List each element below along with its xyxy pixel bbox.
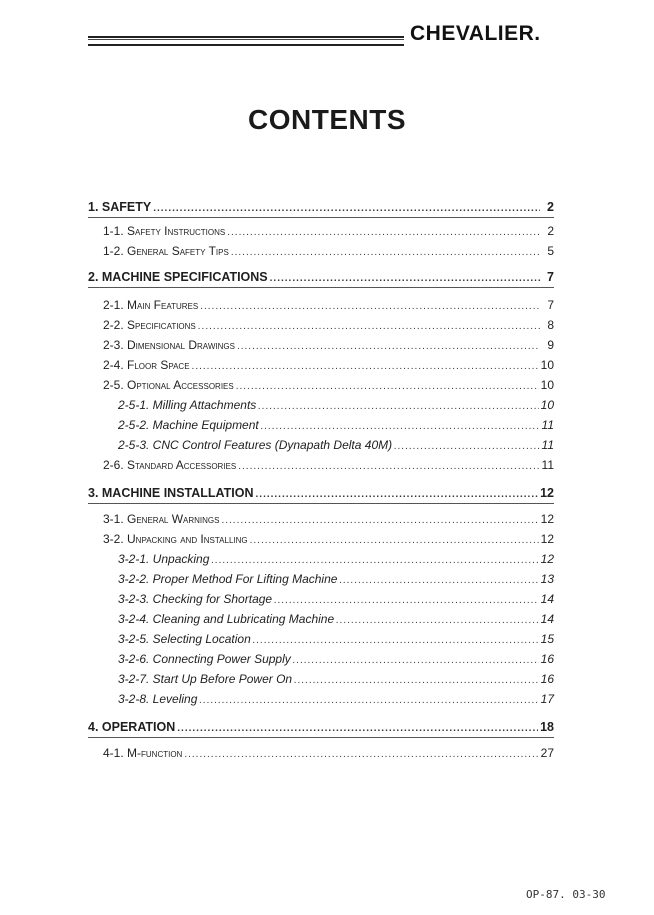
dot-leader [200, 301, 540, 312]
toc-entry[interactable] [103, 378, 554, 392]
toc-entry-page: 13 [540, 572, 554, 586]
toc-entry[interactable] [118, 692, 554, 706]
toc-entry[interactable] [118, 592, 554, 606]
toc-entry[interactable] [103, 358, 554, 372]
toc-entry[interactable] [103, 746, 554, 760]
dot-leader [274, 595, 539, 606]
toc-entry-page: 10 [540, 378, 554, 392]
toc-entry-label: 4. OPERATION [88, 720, 176, 734]
toc-entry-label: 3-2-3. Checking for Shortage [118, 592, 273, 606]
toc-entry-page: 11 [541, 458, 554, 472]
toc-entry[interactable] [118, 572, 554, 586]
dot-leader [294, 675, 539, 686]
section-rule [88, 287, 554, 288]
toc-entry-label: 2-5-3. CNC Control Features (Dynapath Delta 40M) [118, 438, 393, 452]
brand-logo: CHEVALIER. [410, 22, 541, 45]
toc-entry-page: 2 [547, 224, 554, 238]
toc-entry-page: 14 [540, 592, 554, 606]
dot-leader [236, 381, 539, 392]
toc-entry[interactable] [118, 652, 554, 666]
toc-entry[interactable] [118, 438, 554, 452]
toc-entry-page: 16 [540, 652, 554, 666]
toc-entry[interactable] [118, 632, 554, 646]
toc-entry-page: 27 [540, 746, 554, 760]
toc-entry-label: 2-5-1. Milling Attachments [118, 398, 257, 412]
dot-leader [256, 489, 539, 500]
toc-entry[interactable] [103, 338, 554, 352]
toc-entry[interactable] [118, 552, 554, 566]
toc-entry-page: 5 [547, 244, 554, 258]
toc-entry-page: 14 [540, 612, 554, 626]
toc-entry-label: 2-5-2. Machine Equipment [118, 418, 259, 432]
toc-entry-page: 12 [540, 512, 554, 526]
toc-entry-label: 3-2-8. Leveling [118, 692, 198, 706]
document-code: OP-87. 03-30 [526, 888, 606, 901]
dot-leader [184, 749, 538, 760]
toc-entry-label: 2-3. Dimensional Drawings [103, 338, 235, 352]
dot-leader [270, 273, 540, 284]
toc-entry[interactable] [103, 458, 554, 472]
toc-entry-label: 2-5. Optional Accessories [103, 378, 234, 392]
toc-entry-label: 2-4. Floor Space [103, 358, 190, 372]
dot-leader [261, 421, 540, 432]
dot-leader [293, 655, 539, 666]
dot-leader [339, 575, 538, 586]
dot-leader [227, 227, 540, 238]
toc-entry-page: 11 [541, 418, 554, 432]
toc-entry-label: 3. MACHINE INSTALLATION [88, 486, 254, 500]
toc-entry-label: 3-2. Unpacking and Installing [103, 532, 248, 546]
toc-entry[interactable] [118, 612, 554, 626]
toc-entry-label: 3-1. General Warnings [103, 512, 220, 526]
dot-leader [177, 723, 538, 734]
toc-entry[interactable] [103, 512, 554, 526]
toc-entry-label: 1. SAFETY [88, 200, 152, 214]
toc-entry-label: 3-2-5. Selecting Location [118, 632, 251, 646]
toc-entry[interactable] [118, 418, 554, 432]
dot-leader [336, 615, 539, 626]
toc-entry-label: 3-2-1. Unpacking [118, 552, 210, 566]
dot-leader [198, 321, 540, 332]
dot-leader [253, 635, 539, 646]
page-title: CONTENTS [248, 104, 406, 135]
dot-leader [250, 535, 539, 546]
toc-entry-page: 16 [540, 672, 554, 686]
toc-entry-label: 3-2-6. Connecting Power Supply [118, 652, 291, 666]
toc-entry-page: 18 [540, 720, 554, 734]
dot-leader [231, 247, 540, 258]
dot-leader [221, 515, 538, 526]
toc-entry-page: 7 [547, 298, 554, 312]
section-rule [88, 737, 554, 738]
toc-entry[interactable] [88, 200, 554, 214]
toc-entry-page: 7 [547, 270, 554, 284]
dot-leader [199, 695, 538, 706]
toc-entry-label: 3-2-2. Proper Method For Lifting Machine [118, 572, 338, 586]
toc-entry[interactable] [103, 224, 554, 238]
toc-entry-page: 12 [540, 552, 554, 566]
toc-entry-label: 4-1. M-function [103, 746, 183, 760]
toc-entry-page: 17 [540, 692, 554, 706]
toc-entry-page: 11 [541, 438, 554, 452]
toc-entry-page: 15 [540, 632, 554, 646]
toc-entry-page: 10 [540, 358, 554, 372]
dot-leader [258, 401, 538, 412]
toc-entry[interactable] [103, 318, 554, 332]
toc-entry-page: 12 [540, 486, 554, 500]
toc-entry-label: 3-2-7. Start Up Before Power On [118, 672, 293, 686]
toc-entry-label: 1-2. General Safety Tips [103, 244, 229, 258]
toc-entry-page: 8 [547, 318, 554, 332]
dot-leader [153, 203, 540, 214]
toc-entry[interactable] [88, 486, 554, 500]
toc-entry-label: 1-1. Safety Instructions [103, 224, 226, 238]
toc-entry-label: 2-6. Standard Accessories [103, 458, 237, 472]
toc-entry[interactable] [88, 270, 554, 284]
toc-entry[interactable] [88, 720, 554, 734]
toc-entry-page: 12 [540, 532, 554, 546]
toc-entry-label: 3-2-4. Cleaning and Lubricating Machine [118, 612, 335, 626]
toc-entry-label: 2. MACHINE SPECIFICATIONS [88, 270, 268, 284]
toc-entry[interactable] [103, 532, 554, 546]
toc-entry-label: 2-1. Main Features [103, 298, 199, 312]
section-rule [88, 503, 554, 504]
toc-entry[interactable] [103, 298, 554, 312]
toc-entry-page: 10 [540, 398, 554, 412]
dot-leader [238, 461, 539, 472]
dot-leader [211, 555, 538, 566]
toc-entry-page: 2 [547, 200, 554, 214]
toc-entry[interactable] [118, 672, 554, 686]
toc-entry[interactable] [118, 398, 554, 412]
dot-leader [192, 361, 539, 372]
section-rule [88, 217, 554, 218]
toc-entry-page: 9 [547, 338, 554, 352]
toc-entry-label: 2-2. Specifications [103, 318, 196, 332]
dot-leader [394, 441, 539, 452]
toc-entry[interactable] [103, 244, 554, 258]
dot-leader [237, 341, 540, 352]
